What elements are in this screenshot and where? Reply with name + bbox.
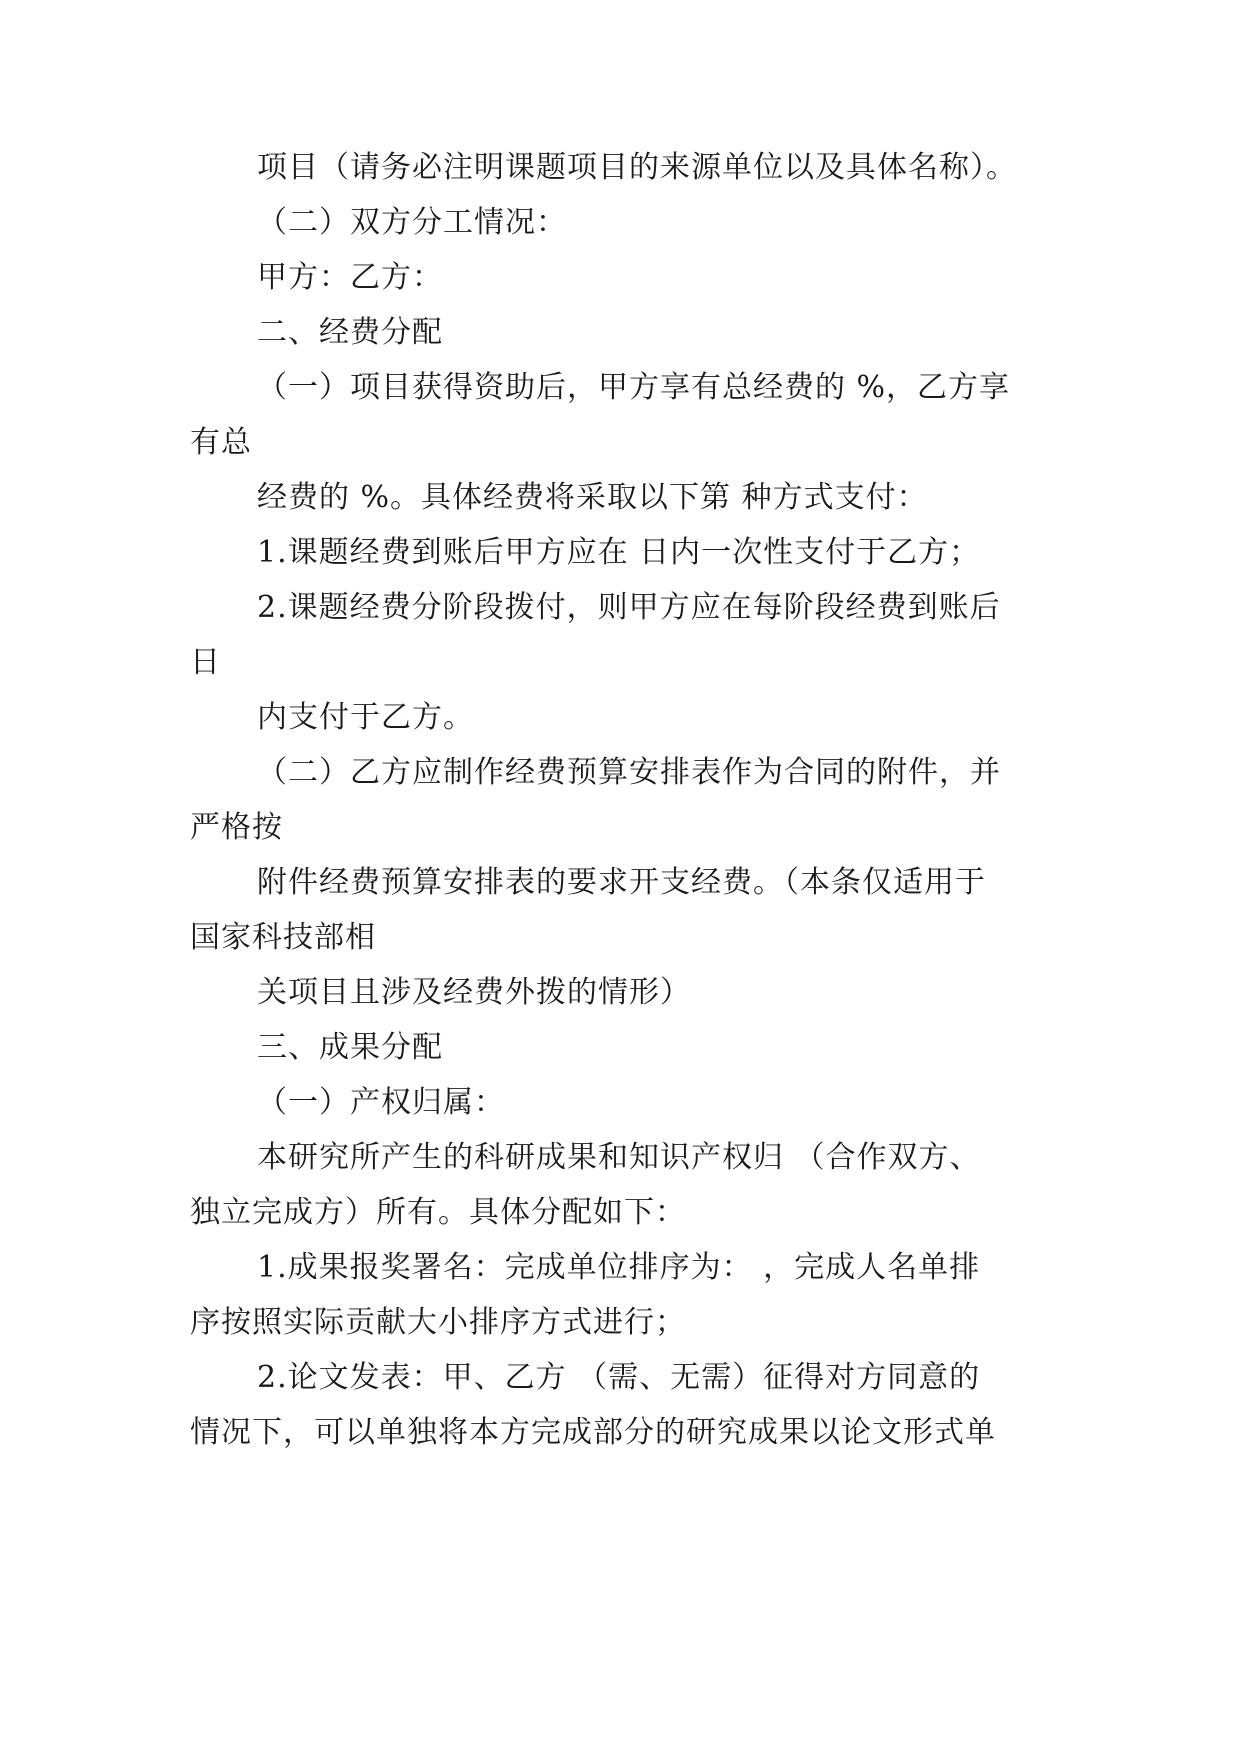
text-line: 项目（请务必注明课题项目的来源单位以及具体名称）。 (257, 150, 1017, 185)
text-line: （二）双方分工情况： (257, 205, 567, 240)
text-line: 经费的 %。具体经费将采取以下第 种方式支付： (257, 480, 928, 515)
text-line: 日 (190, 645, 221, 680)
text-line: 严格按 (190, 810, 283, 845)
text-line: 2.课题经费分阶段拨付，则甲方应在每阶段经费到账后 (257, 590, 1001, 625)
text-line: 三、成果分配 (257, 1030, 443, 1065)
text-line: 独立完成方）所有。具体分配如下： (190, 1195, 686, 1230)
text-line: 1.课题经费到账后甲方应在 日内一次性支付于乙方； (257, 535, 981, 570)
text-line: 有总 (190, 425, 252, 460)
text-line: 附件经费预算安排表的要求开支经费。（本条仅适用于 (257, 865, 986, 900)
text-line: 序按照实际贡献大小排序方式进行； (190, 1305, 686, 1340)
text-line: 关项目且涉及经费外拨的情形） (257, 975, 691, 1010)
text-line: 2.论文发表：甲、乙方 （需、无需）征得对方同意的 (257, 1360, 981, 1395)
text-line: 情况下，可以单独将本方完成部分的研究成果以论文形式单 (190, 1415, 996, 1450)
text-line: 甲方：乙方： (257, 260, 443, 295)
text-line: 二、经费分配 (257, 315, 443, 350)
text-line: （二）乙方应制作经费预算安排表作为合同的附件，并 (257, 755, 1001, 790)
text-line: 内支付于乙方。 (257, 700, 474, 735)
text-line: 1.成果报奖署名：完成单位排序为： ，完成人名单排 (257, 1250, 981, 1285)
text-line: （一）项目获得资助后，甲方享有总经费的 %，乙方享 (257, 370, 1011, 405)
text-line: 国家科技部相 (190, 920, 376, 955)
text-line: （一）产权归属： (257, 1085, 505, 1120)
text-line: 本研究所产生的科研成果和知识产权归 （合作双方、 (257, 1140, 981, 1175)
